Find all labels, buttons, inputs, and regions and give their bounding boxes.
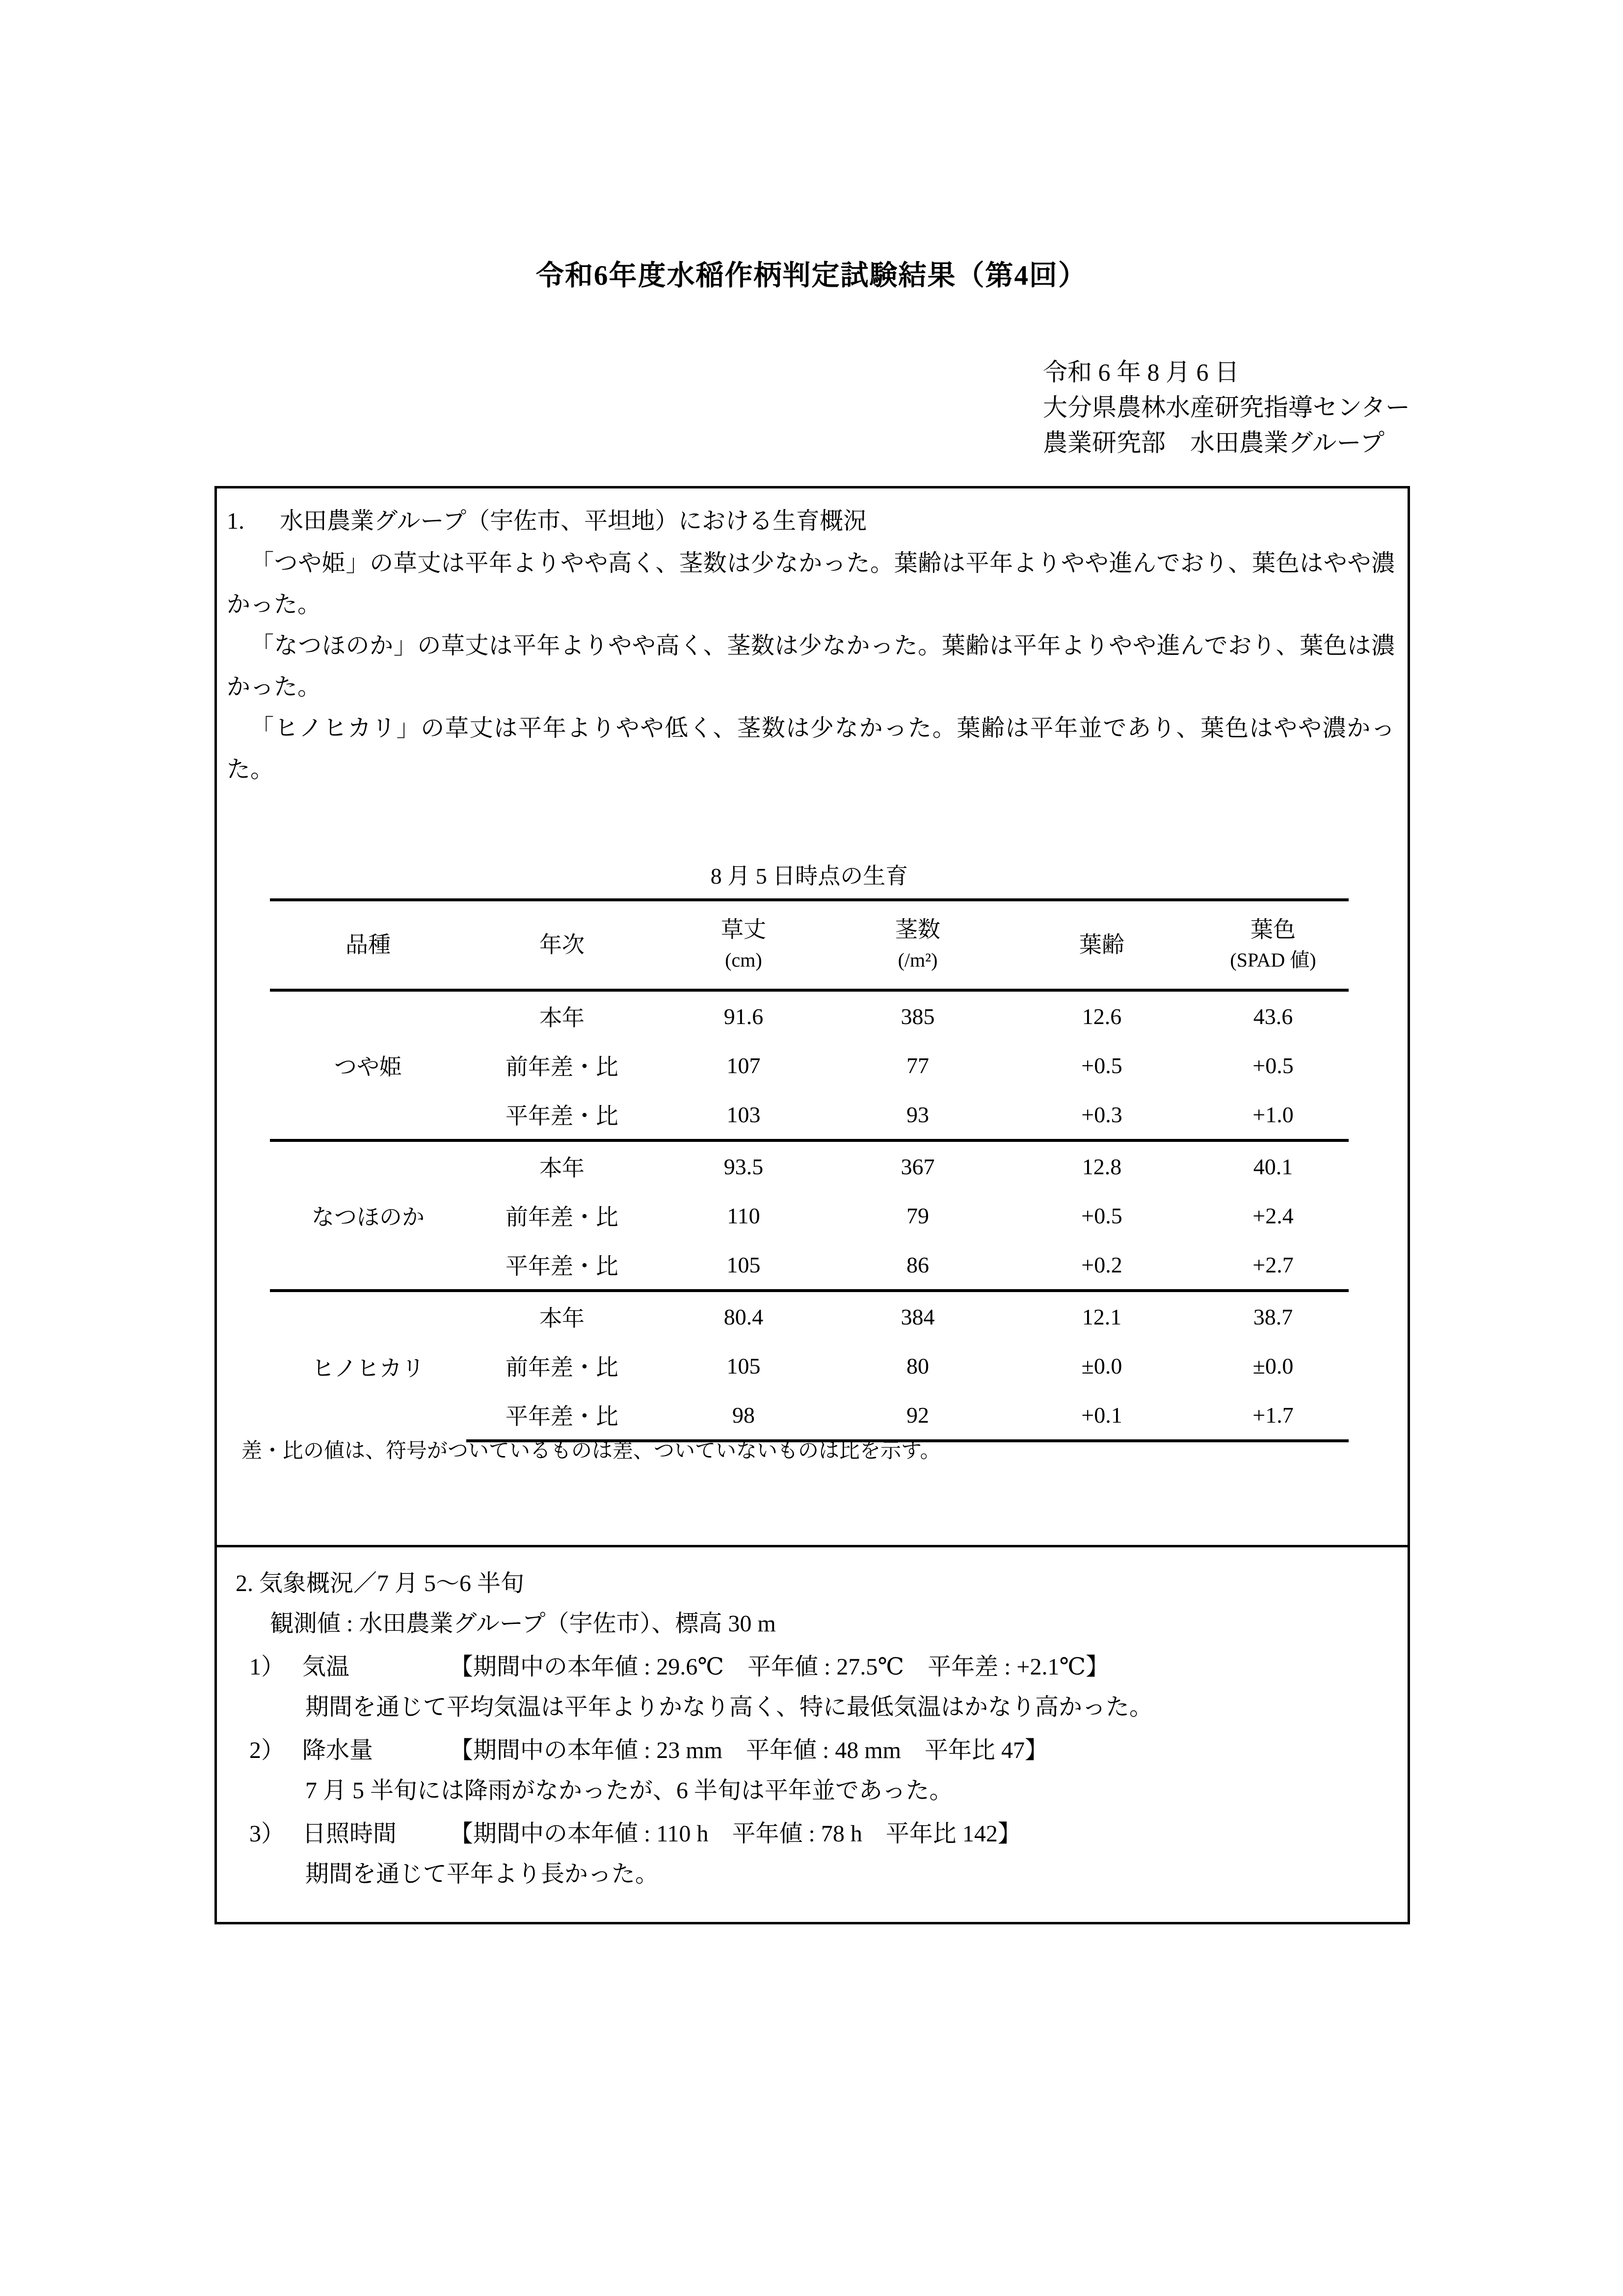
cell-plant-height: 98 [658, 1390, 829, 1441]
cell-leaf-color: +2.4 [1252, 1203, 1294, 1228]
section-1 [227, 501, 1400, 790]
cell-leaf-color: +1.7 [1197, 1390, 1349, 1441]
cell-stem-number: 385 [901, 1003, 935, 1029]
cell-leaf-age: ±0.0 [1081, 1353, 1122, 1378]
column-header-leaf-color [1197, 900, 1349, 990]
table-row [270, 1291, 1349, 1341]
cell-stem-number: 80 [906, 1353, 929, 1378]
section-1-heading-text: 水田農業グループ（宇佐市、平坦地）における生育概況 [280, 508, 867, 534]
section-2 [236, 1564, 1399, 1894]
cell-year: 前年差・比 [506, 1205, 618, 1230]
weather-item-description: 7 月 5 半旬には降雨がなかったが、6 半旬は平年並であった。 [305, 1778, 953, 1804]
cell-variety: なつほのか [270, 1140, 466, 1291]
weather-item-temperature [236, 1647, 1399, 1728]
cell-year: 平年差・比 [506, 1104, 618, 1129]
cell-leaf-age: +0.2 [1081, 1252, 1122, 1277]
cell-year: 平年差・比 [466, 1390, 658, 1441]
page-title: 令和6年度水稲作柄判定試験結果（第4回） [536, 260, 1087, 291]
weather-item-label: 降水量 [302, 1737, 373, 1763]
cell-stem-number: 86 [906, 1252, 929, 1277]
cell-plant-height: 91.6 [723, 1003, 764, 1029]
growth-table-header-row [270, 900, 1349, 990]
section-1-paragraph: 「ヒノヒカリ」の草丈は平年よりやや低く、茎数は少なかった。葉齢は平年並であり、葉色はやや濃かった。 [227, 715, 1395, 783]
cell-year: 本年 [539, 1005, 585, 1030]
table-row [270, 990, 1349, 1041]
table-row [270, 1140, 1349, 1191]
cell-leaf-age: 12.8 [1006, 1140, 1197, 1191]
cell-stem-number: 92 [829, 1390, 1006, 1441]
weather-item-values: 【期間中の本年値 : 110 h 平年値 : 78 h 平年比 142】 [450, 1821, 1021, 1847]
column-header-year [466, 900, 658, 990]
cell-variety: ヒノヒカリ [270, 1291, 466, 1441]
cell-leaf-color: 38.7 [1197, 1291, 1349, 1341]
cell-plant-height: 107 [726, 1053, 761, 1078]
weather-item-description: 期間を通じて平均気温は平年よりかなり高く、特に最低気温はかなり高かった。 [305, 1694, 1153, 1720]
column-header-plant-height-label: 草丈 [721, 917, 766, 942]
section-2-observation: 観測値 : 水田農業グループ（宇佐市）、標高 30 m [270, 1611, 776, 1637]
cell-plant-height: 93.5 [658, 1140, 829, 1191]
cell-leaf-color: ±0.0 [1252, 1353, 1294, 1378]
weather-item-number: 3） [249, 1821, 285, 1847]
weather-item-head [236, 1730, 1399, 1771]
weather-item-head [236, 1814, 1399, 1854]
weather-item-precipitation [236, 1730, 1399, 1811]
section-divider [214, 1545, 1410, 1547]
weather-item-sunshine [236, 1814, 1399, 1894]
cell-leaf-color: +1.0 [1252, 1102, 1294, 1127]
header-date: 令和 6 年 8 月 6 日 [1043, 358, 1239, 386]
cell-stem-number: 77 [906, 1053, 929, 1078]
cell-plant-height: 105 [726, 1252, 761, 1277]
cell-variety: つや姫 [334, 1054, 402, 1080]
growth-table-caption: 8 月 5 日時点の生育 [710, 864, 908, 889]
cell-plant-height: 105 [726, 1353, 761, 1378]
cell-year: 前年差・比 [506, 1054, 618, 1080]
section-1-paragraph: 「つや姫」の草丈は平年よりやや高く、茎数は少なかった。葉齢は平年よりやや進んでおり、葉色はやや濃かった。 [227, 550, 1395, 618]
cell-leaf-age: 12.6 [1082, 1003, 1122, 1029]
column-header-stem-number-label: 茎数 [895, 917, 940, 942]
column-header-variety-label: 品種 [346, 932, 391, 957]
cell-leaf-color: +2.7 [1252, 1252, 1294, 1277]
cell-leaf-age: 12.1 [1006, 1291, 1197, 1341]
column-header-leaf-color-label: 葉色 [1251, 917, 1296, 942]
weather-item-values: 【期間中の本年値 : 29.6℃ 平年値 : 27.5℃ 平年差 : +2.1℃】 [450, 1654, 1110, 1680]
cell-year: 前年差・比 [506, 1355, 618, 1380]
weather-item-label: 気温 [302, 1654, 350, 1680]
column-header-plant-height [658, 900, 829, 990]
cell-stem-number: 93 [906, 1102, 929, 1127]
column-header-stem-number-unit: (/m²) [898, 949, 938, 971]
cell-stem-number: 367 [829, 1140, 1006, 1191]
weather-item-values: 【期間中の本年値 : 23 mm 平年値 : 48 mm 平年比 47】 [450, 1737, 1049, 1763]
growth-table [270, 898, 1349, 1442]
section-1-heading [227, 501, 1400, 542]
growth-table-body [270, 990, 1349, 1441]
cell-leaf-age: +0.5 [1081, 1053, 1122, 1078]
column-header-leaf-color-unit: (SPAD 値) [1230, 949, 1316, 971]
document-header-block [1043, 354, 1410, 460]
section-2-heading: 2. 気象概況／7 月 5～6 半旬 [236, 1570, 525, 1596]
weather-item-head [236, 1647, 1399, 1687]
column-header-stem-number [829, 900, 1006, 990]
cell-stem-number: 384 [829, 1291, 1006, 1341]
cell-year: 平年差・比 [506, 1254, 618, 1279]
column-header-leaf-age-label: 葉齢 [1079, 932, 1124, 957]
weather-item-number: 2） [249, 1737, 285, 1763]
cell-leaf-color: 40.1 [1197, 1140, 1349, 1191]
column-header-leaf-age [1006, 900, 1197, 990]
section-1-paragraph: 「なつほのか」の草丈は平年よりやや高く、茎数は少なかった。葉齢は平年よりやや進んでおり、葉色は濃かった。 [227, 633, 1395, 700]
cell-leaf-color: +0.5 [1252, 1053, 1294, 1078]
weather-item-label: 日照時間 [302, 1821, 397, 1847]
cell-year: 本年 [466, 1140, 658, 1191]
cell-plant-height: 110 [727, 1203, 760, 1228]
section-1-number: 1. [227, 508, 244, 534]
column-header-variety [270, 900, 466, 990]
cell-leaf-age: +0.1 [1006, 1390, 1197, 1441]
cell-leaf-age: +0.5 [1081, 1203, 1122, 1228]
cell-leaf-age: +0.3 [1081, 1102, 1122, 1127]
cell-plant-height: 80.4 [658, 1291, 829, 1341]
cell-stem-number: 79 [906, 1203, 929, 1228]
cell-plant-height: 103 [726, 1102, 761, 1127]
weather-item-number: 1） [249, 1654, 285, 1680]
cell-year: 本年 [466, 1291, 658, 1341]
growth-table-note: 差・比の値は、符号がついているものは差、ついていないものは比を示す。 [241, 1440, 941, 1462]
column-header-year-label: 年次 [539, 932, 585, 957]
header-organization: 大分県農林水産研究指導センター [1043, 394, 1410, 421]
column-header-plant-height-unit: (cm) [725, 949, 762, 971]
header-department: 農業研究部 水田農業グループ [1043, 429, 1384, 457]
weather-item-description: 期間を通じて平年より長かった。 [305, 1861, 659, 1887]
cell-leaf-color: 43.6 [1253, 1003, 1293, 1029]
